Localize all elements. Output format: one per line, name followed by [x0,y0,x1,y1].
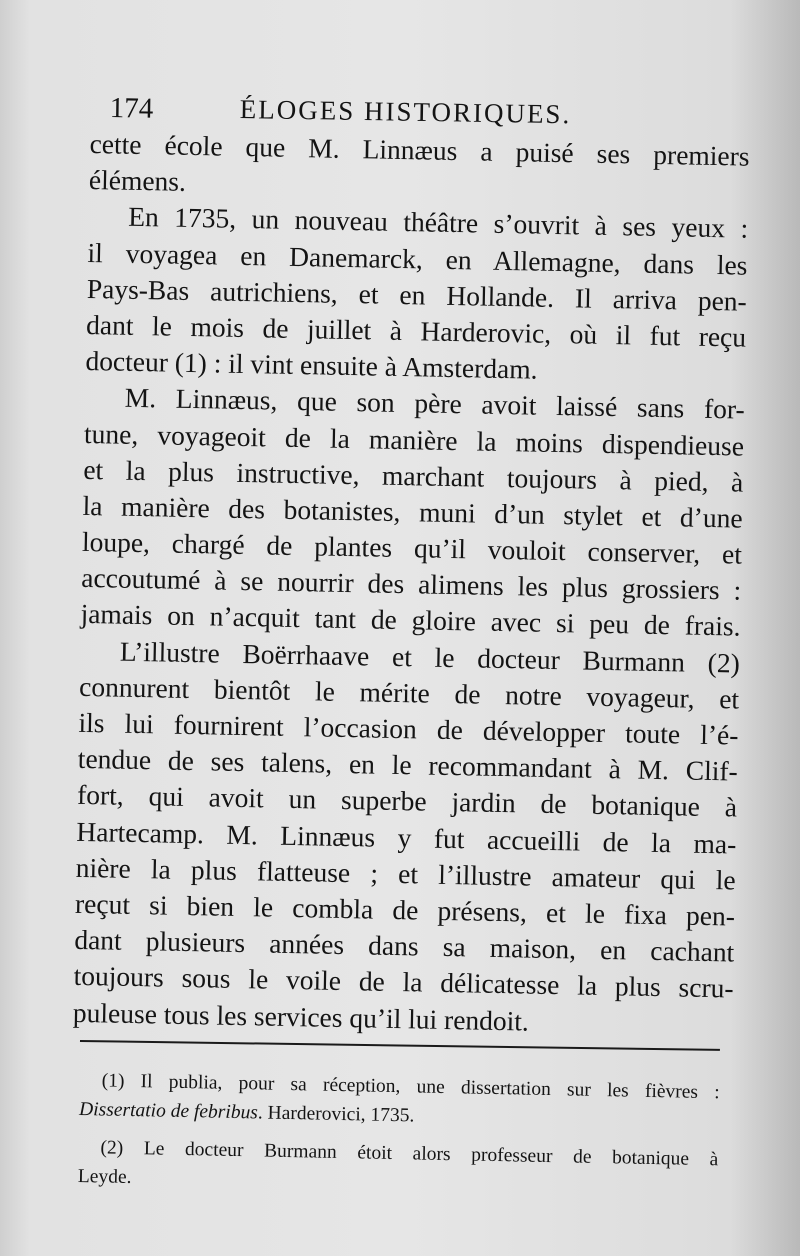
footnote-1-title: Dissertatio de febribus [78,1098,259,1124]
body-text [73,126,750,1043]
text-line: tendue de ses talens, en le recommandant à M. Clif- [77,743,739,787]
text-line: ils lui fournirent l’occasion de développer toute l’é- [78,706,739,751]
text-line: Hartecamp. M. Linnæus y fut accueilli de la ma- [76,815,737,860]
text-line: dant le mois de juillet à Harderovic, où il fut reçu [85,308,747,353]
page-number: 174 [109,92,154,125]
text-line: et la plus instructive, marchant toujours à pied, à [83,453,744,498]
text-line: la manière des botanistes, muni d’un stylet et d’une [82,489,743,534]
text-line: Pays-Bas autrichiens, et en Hollande. Il arriva pen- [86,272,748,317]
text-line: accoutumé à se nourrir des alimens les plus grossiers : [81,562,742,606]
text-line: docteur (1) : il vint ensuite à Amsterdam. [85,345,538,385]
text-line: M. Linnæus, que son père avoit laissé sans for- [124,382,745,425]
footnote-1-citation: . Harderovici, 1735. [257,1102,415,1127]
text-line: L’illustre Boërrhaave et le docteur Burmann (2) [119,635,741,679]
text-line: dant plusieurs années dans sa maison, en cachant [74,923,735,968]
text-line: connurent bientôt le mérite de notre voyageur, et [78,670,740,715]
text-line: nière la plus flatteuse ; et l’illustre amateur qui le [75,851,736,896]
text-line: puleuse tous les services qu’il lui rendoit. [72,996,530,1037]
text-line: reçut si bien le combla de présens, et le fixa pen- [74,887,736,932]
footnote-2-line: Leyde. [77,1165,132,1189]
footnote-2-line: (2) Le docteur Burmann étoit alors professeur de botanique à [100,1137,719,1171]
text-line: fort, qui avoit un superbe jardin de botanique à [76,779,738,823]
text-line: jamais on n’acquit tant de gloire avec si peu de frais. [80,598,741,643]
footnote-1-line: (1) Il publia, pour sa réception, une dissertation sur les fièvres : [101,1070,720,1104]
text-line: élémens. [88,164,187,198]
text-line: cette école que M. Linnæus a puisé ses premiers [89,127,750,172]
footnotes [78,1066,720,1203]
text-line: tune, voyageoit de la manière la moins dispendieuse [83,417,745,462]
running-title: ÉLOGES HISTORIQUES. [239,94,572,130]
text-line: toujours sous le voile de la délicatesse la plus scru- [73,960,734,1004]
footnote-rule [80,1040,720,1051]
text-line: il voyagea en Danemarck, en Allemagne, dans les [87,236,748,281]
text-line: loupe, chargé de plantes qu’il vouloit conserver, et [81,525,743,570]
text-line: En 1735, un nouveau théâtre s’ouvrit à ses yeux : [127,201,749,245]
